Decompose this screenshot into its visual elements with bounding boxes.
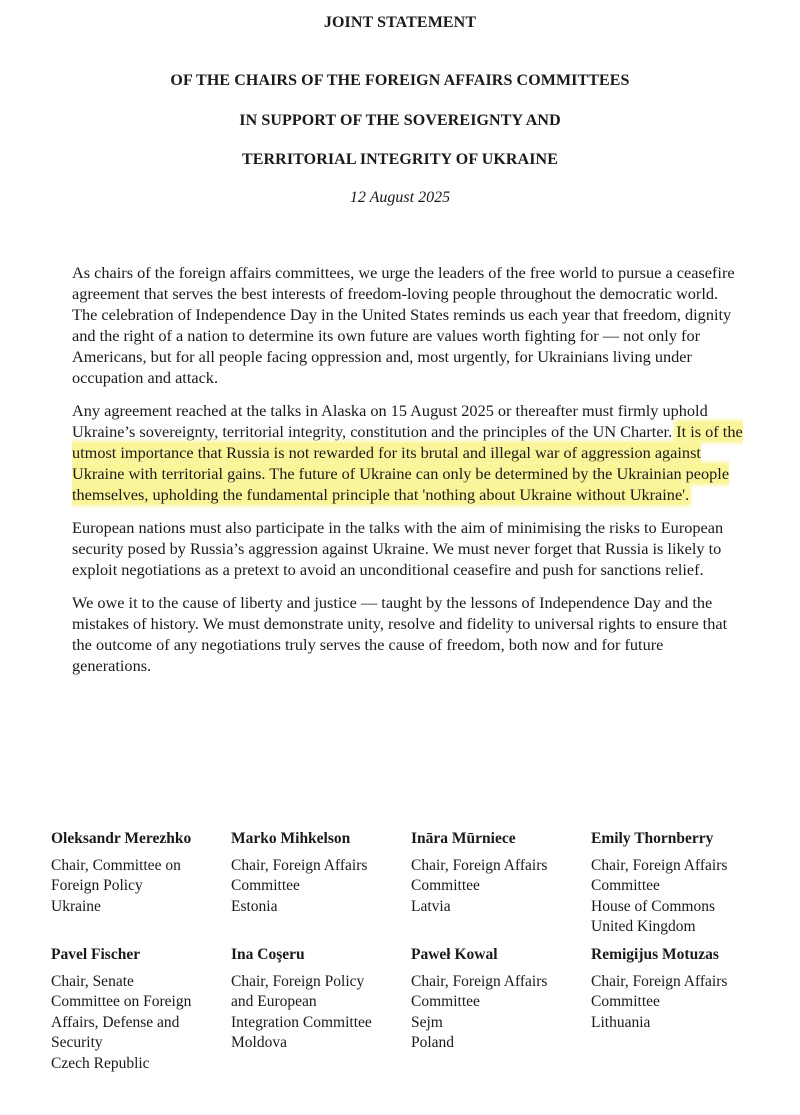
paragraph-1: As chairs of the foreign affairs committees, we urge the leaders of the free world to pursue a ceasefire agreement that serves the best interests of freedom-loving people throughout the democratic world. The celebration of Independence Day in the United States reminds us each year that freedom, dignity and the right of a nation to determine its own future are values worth fighting for — not only for Americans, but for all people facing oppression and, most urgently, for Ukrainians living under occupation and attack.: [72, 263, 735, 387]
signatory: Pavel Fischer Chair, Senate Committee on Foreign Affairs, Defense and Security Czech Republic: [51, 945, 231, 1074]
title-line-3: IN SUPPORT OF THE SOVEREIGNTY AND: [239, 112, 561, 129]
signatory-name: Remigijus Motuzas: [591, 946, 719, 963]
title-line-1: JOINT STATEMENT: [323, 14, 477, 31]
paragraph-3: European nations must also participate in the talks with the aim of minimising the risks to European security posed by Russia’s aggression against Ukraine. We must never forget that Russia is likely to exploit negotiations as a pretext to avoid an unconditional ceasefire and push for sanctions relief.: [72, 518, 724, 579]
signatory-name: Paweł Kowal: [411, 946, 498, 963]
signatory-name: Marko Mihkelson: [231, 830, 351, 847]
signatory-name: Ināra Mūrniece: [411, 830, 516, 847]
signatory-name: Oleksandr Merezhko: [51, 830, 192, 847]
signatory: Oleksandr Merezhko Chair, Committee on Foreign Policy Ukraine: [51, 829, 231, 917]
paragraph-4: We owe it to the cause of liberty and justice — taught by the lessons of Independence Day and the mistakes of history. We must demonstrate unity, resolve and fidelity to universal rights to ensure that the outcome of any negotiations truly serves the cause of freedom, both now and for future generations.: [72, 593, 728, 675]
signatory: Emily Thornberry Chair, Foreign Affairs Committee House of Commons United Kingdom: [591, 829, 771, 938]
signatory: Ināra Mūrniece Chair, Foreign Affairs Committee Latvia: [411, 829, 591, 917]
signatory: Ina Coşeru Chair, Foreign Policy and European Integration Committee Moldova: [231, 945, 411, 1054]
signatory: Remigijus Motuzas Chair, Foreign Affairs Committee Lithuania: [591, 945, 771, 1033]
highlighted-text: It is of the utmost importance that Russia is not rewarded for its brutal and illegal war of aggression against Ukraine with territorial gains. The future of Ukraine can only be determined by the Ukrainian people themselves, upholding the fundamental principle that 'nothing about Ukraine without Ukraine'.: [72, 422, 743, 504]
statement-body: [72, 262, 744, 688]
title-line-4: TERRITORIAL INTEGRITY OF UKRAINE: [241, 151, 558, 168]
signatory: Paweł Kowal Chair, Foreign Affairs Committee Sejm Poland: [411, 945, 591, 1054]
paragraph-2: Any agreement reached at the talks in Alaska on 15 August 2025 or thereafter must firmly uphold Ukraine’s sovereignty, territorial integrity, constitution and the principles of the UN Charter. It is of the utmost importance that Russia is not rewarded for its brutal and illegal war of aggression against Ukraine with territorial gains. The future of Ukraine can only be determined by the Ukrainian people themselves, upholding the fundamental principle that 'nothing about Ukraine without Ukraine'.: [72, 401, 743, 504]
signatory: Marko Mihkelson Chair, Foreign Affairs Committee Estonia: [231, 829, 411, 917]
signatory-name: Emily Thornberry: [591, 830, 714, 847]
statement-date: 12 August 2025: [349, 189, 451, 206]
signatory-name: Ina Coşeru: [231, 946, 305, 963]
title-line-2: OF THE CHAIRS OF THE FOREIGN AFFAIRS COMMITTEES: [170, 72, 630, 89]
signatory-name: Pavel Fischer: [51, 946, 141, 963]
